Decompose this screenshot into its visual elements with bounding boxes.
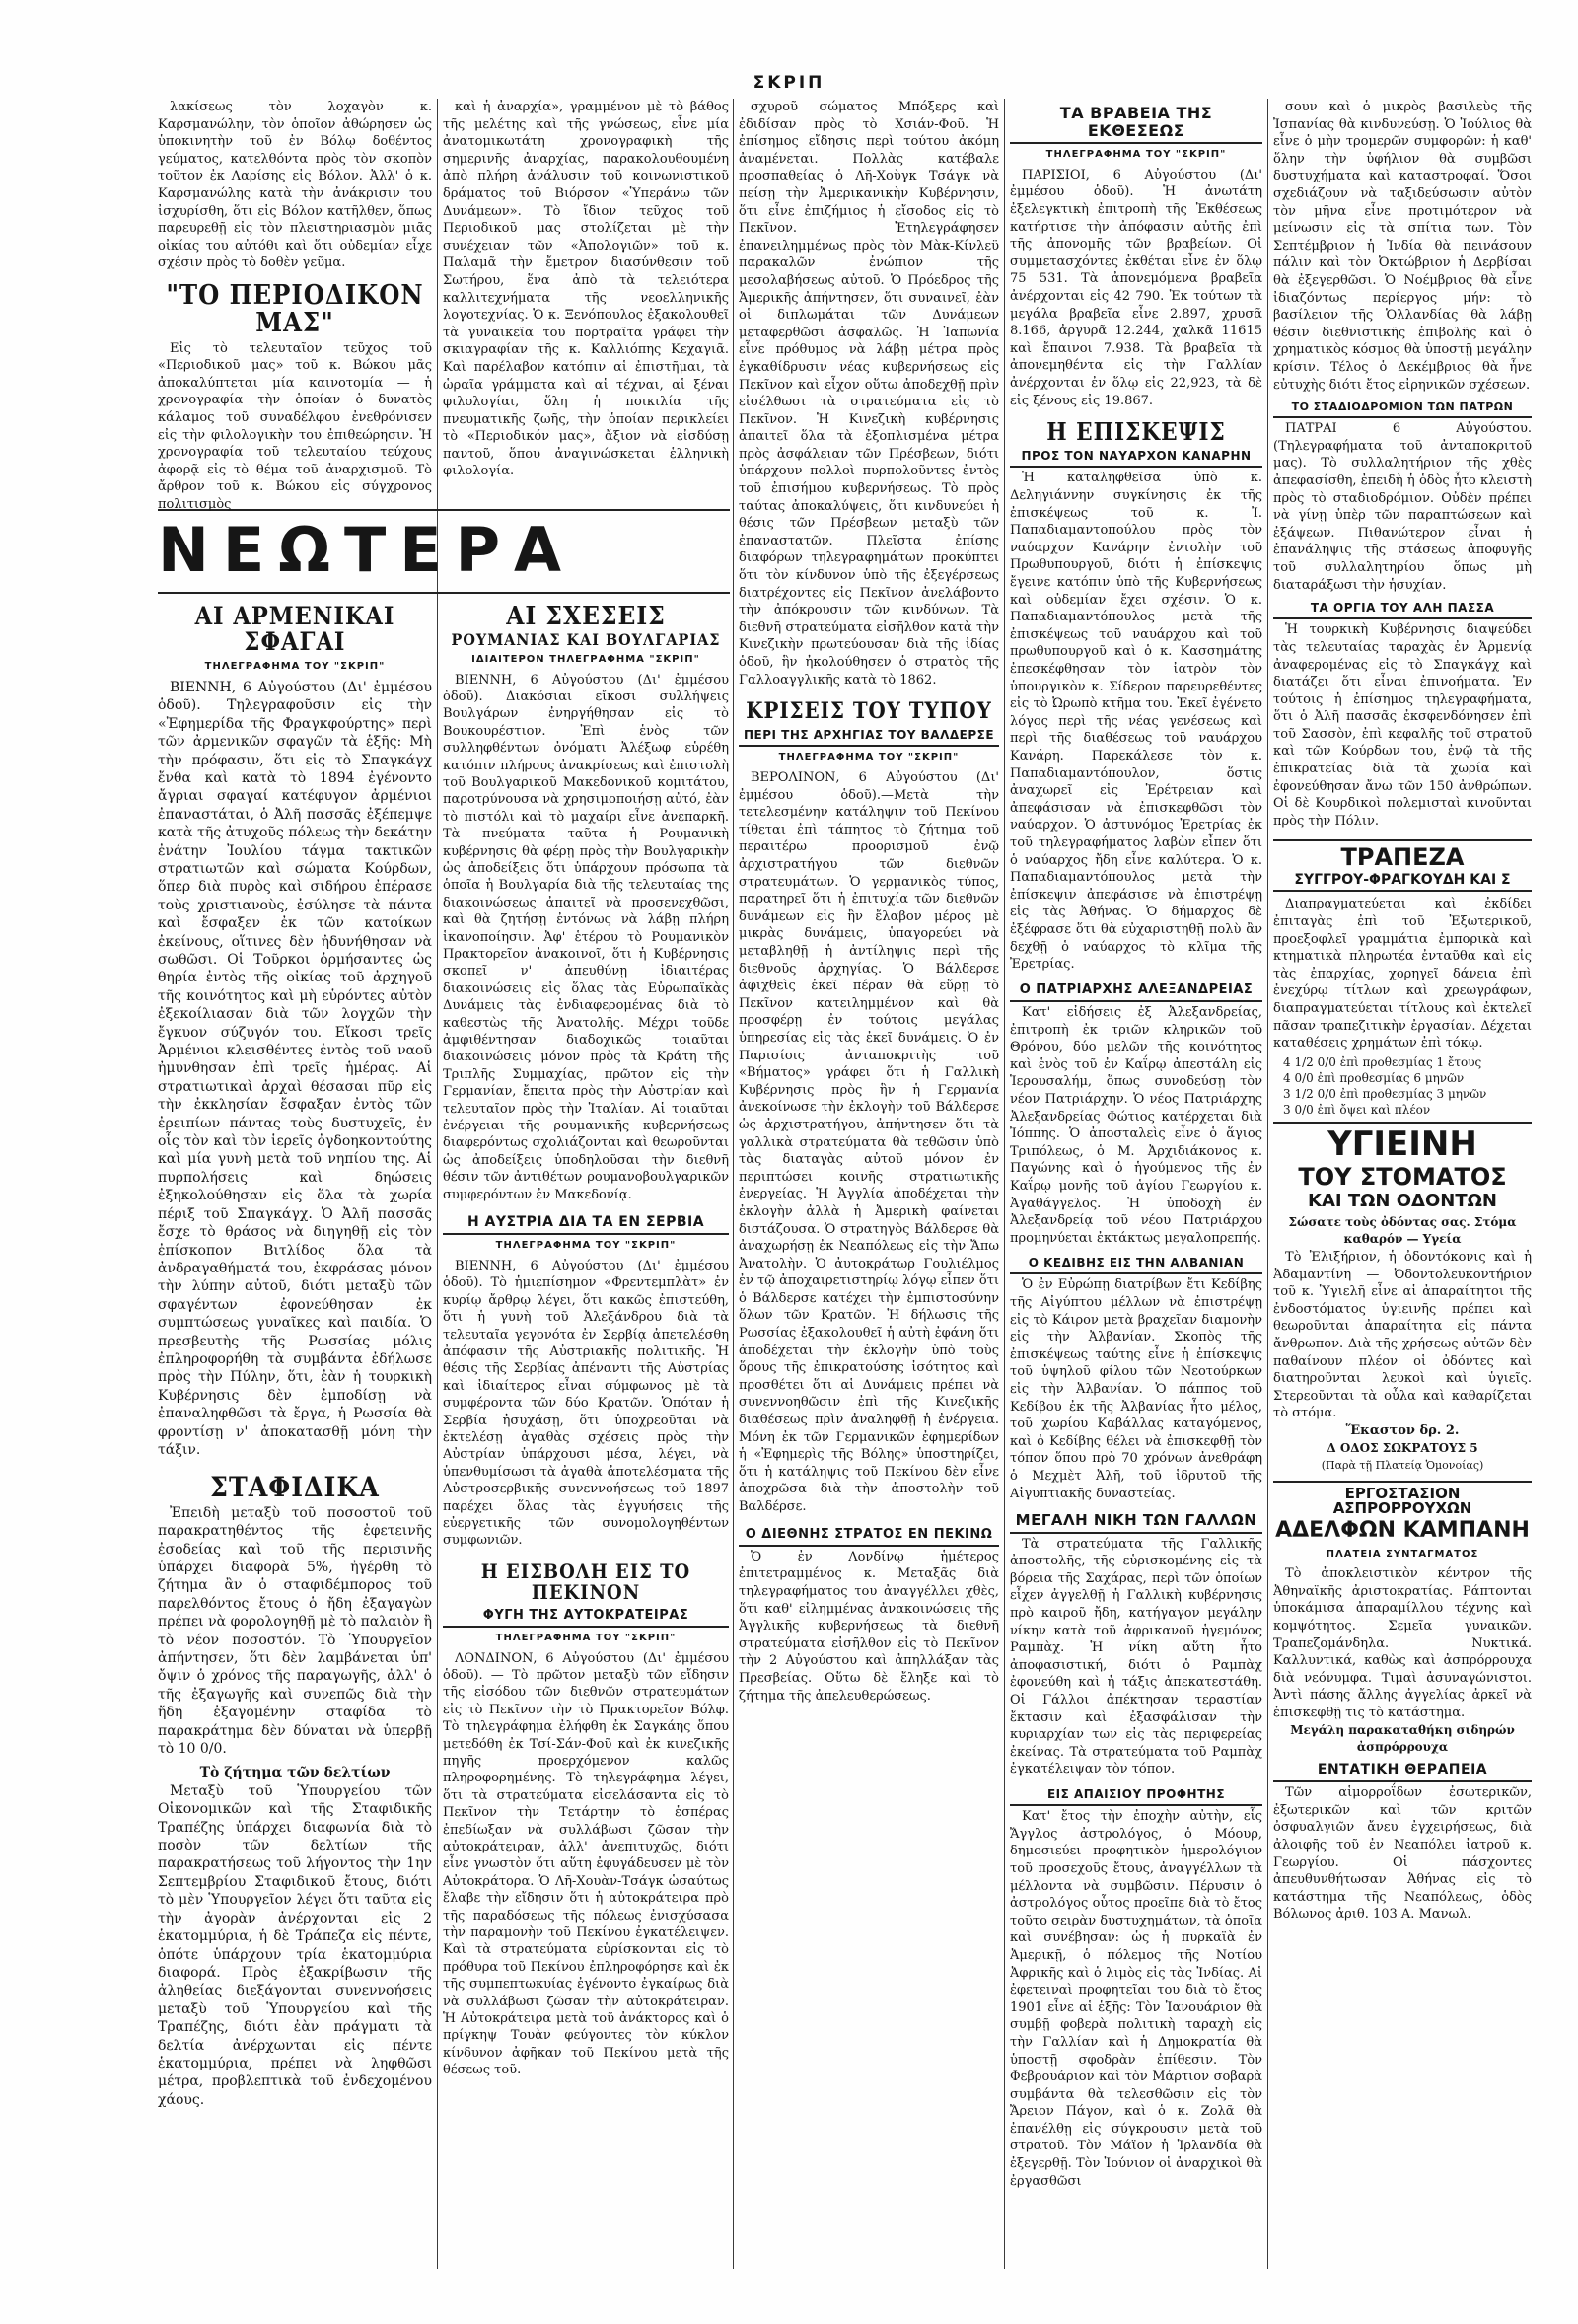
article-title: ΡΟΥΜΑΝΙΑΣ ΚΑΙ ΒΟΥΛΓΑΡΙΑΣ — [451, 630, 721, 650]
interest-table — [1283, 1054, 1532, 1118]
article-title: ΚΡΙΣΕΙΣ ΤΟΥ ΤΥΠΟΥ — [746, 698, 992, 725]
column-3 — [739, 99, 999, 2274]
column-rule — [437, 99, 438, 2269]
article-text: Μεταξὺ τοῦ Ὑπουργείου τῶν Οἰκονομικῶν καὶ τῆς Σταφιδικῆς Τραπέζης ὑπάρχει διαφωνία διὰ τὸ ποσὸν τῶν δελτίων τῆς παρακρατήσεως τοῦ λήγοντος τὴν 1ην Σεπτεμβρίου Σταφιδικοῦ ἔτους, διότι τὸ μὲν Ὑπουργεῖον λέγει ὅτι ταῦτα εἰς τὴν ἀγορὰν ἀνέρχονται εἰς 2 ἑκατομμύρια, ἡ δὲ Τράπεζα εἰς πέντε, ὁπότε ὑπάρχουν τρία ἑκατομμύρια διαφορά. Πρὸς ἐξακρίβωσιν τῆς ἀληθείας διεξάγονται συνεννοήσεις μεταξὺ τοῦ Ὑπουργείου καὶ τῆς Τραπέζης, διότι ἐὰν πράγματι τὰ δελτία ἀνέρχωνται εἰς πέντε ἑκατομμύρια, πρέπει νὰ ληφθῶσι μέτρα, προβλεπτικὰ τοῦ ἐνδεχομένου χάους. — [158, 1782, 432, 2108]
masthead: ΣΚΡΙΠ — [753, 73, 825, 93]
article-title: ΦΥΓΗ ΤΗΣ ΑΥΤΟΚΡΑΤΕΙΡΑΣ — [443, 1609, 729, 1628]
article-text: σουν καὶ ὁ μικρὸς βασιλεὺς τῆς Ἰσπανίας θὰ κινδυνεύσῃ. Ὁ Ἰούλιος θὰ εἶνε ὁ μὴν τρομερῶν συμφορῶν: ἡ καθ' ὅλην τὴν ὑφήλιον θὰ συμβῶσι δυστυχήματα καὶ καταστροφαί. Ὅσοι σχεδιάζουν νὰ ταξιδεύσωσιν αὐτὸν τὸν μῆνα εἶνε προτιμότερον νὰ μείνωσιν εἰς τὰ σπίτια των. Τὸν Σεπτέμβριον ἡ Ἰνδία θὰ πεινάσουν πάλιν καὶ τὸν Ὀκτώβριον ἡ Δερβίσαι θὰ ἐξεγερθῶσι. Ὁ Νοέμβριος θὰ εἶνε ἰδιαζόντως περίεργος μήν: τὸ βασίλειον τῆς Ὁλλανδίας θὰ λάβῃ θέσιν διεθνιστικῆς ἐπιβολῆς καὶ ὁ χρηματικὸς κόσμος θὰ ὑποστῇ μεγάλην κρίσιν. Τέλος ὁ Δεκέμβριος θὰ ἦνε εὐτυχὴς διότι ἔτος εἰρηνικῶν σχέσεων. — [1273, 100, 1532, 393]
article-title: Ο ΚΕΔΙΒΗΣ ΕΙΣ ΤΗΝ ΑΛΒΑΝΙΑΝ — [1010, 1257, 1262, 1274]
article-subtitle: ΤΗΛΕΓΡΑΦΗΜΑ ΤΟΥ "ΣΚΡΙΠ" — [204, 660, 386, 672]
column-1 — [158, 598, 432, 2275]
article-title: ΕΙΣ ΑΠΑΙΣΙΟΥ ΠΡΟΦΗΤΗΣ — [1010, 1788, 1262, 1806]
article-title: ΤΟ ΣΤΑΔΙΟΔΡΟΜΙΟΝ ΤΩΝ ΠΑΤΡΩΝ — [1273, 401, 1532, 418]
article-text: ΒΕΡΟΛΙΝΟΝ, 6 Αὐγούστου (Δι' ἐμμέσου ὁδοῦ).—Μετὰ τὴν τετελεσμένην κατάληψιν τοῦ Πεκίνου τίθεται ἐπὶ τάπητος τὸ ζήτημα τοῦ περαιτέρω προορισμοῦ ἐνῷ ἀρχιστρατήγου τῶν διεθνῶν στρατευμάτων. Ὁ γερμανικὸς τύπος, παρατηρεῖ ὅτι ἡ ἐπιτυχία τῶν διεθνῶν δυνάμεων εἰς ἣν ἔλαβον μέρος μὲ μικρὰς δυνάμεις, ὑπαγορεύει νὰ μεταβληθῇ ἡ ἀντίληψις περὶ τῆς διεθνοῦς ἀρχηγίας. Ὁ Βάλδερσε ἀφιχθεὶς ἐκεῖ πέραν θὰ εὕρῃ τὸ Πεκῖνον κατειλημμένον καὶ θὰ προσφέρῃ ἐν τούτοις μεγάλας ὑπηρεσίας εἰς τὰς ἐκεῖ δυνάμεις. Ὁ ἐν Παρισίοις ἀνταποκριτὴς τοῦ «Βήματος» γράφει ὅτι ἡ Γαλλικὴ Κυβέρνησις πρὸς ἣν ἡ Γερμανία ἀνεκοίνωσε τὴν ἐκλογὴν τοῦ Βάλδερσε ὡς ἀρχιστρατήγου, ἀπήντησεν ὅτι τὰ γαλλικὰ στρατεύματα θὰ τεθῶσιν ὑπὸ τὰς διαταγὰς αὐτοῦ μόνον ἐν περιπτώσει κοινῆς στρατιωτικῆς ἐνεργείας. Ἡ Ἀγγλία ἀποδέχεται τὴν ἐκλογὴν ἀλλὰ ἡ Ἀμερικὴ φαίνεται διστάζουσα. Ὁ στρατηγὸς Βάλδερσε θὰ ἀναχωρήσῃ ἐκ Νεαπόλεως εἰς τὴν Ἄπω Ἀνατολὴν. Ὁ ἀυτοκράτωρ Γουλιέλμος ἐν τῷ ἀποχαιρετιστηρίῳ λόγῳ εἶπεν ὅτι ὁ Βάλδερσε κατέχει τὴν ἐμπιστοσύνην ὅλων τῶν Κρατῶν. Ἡ δήλωσις τῆς Ρωσσίας ἐξακολουθεῖ ἡ αὐτὴ ἐφάνη ὅτι ἀποδέχεται τὴν ἐκλογὴν ὑπὸ τοὺς ὅρους τῆς ἐπικρατούσης ἰσότητος καὶ προσθέτει ὅτι αἱ Δυνάμεις πρέπει νὰ συνεννοηθῶσιν ἐπὶ τῆς Κινεζικῆς διαθέσεως πρὶν ἀναληφθῇ ἡ ἐνέργεια. Μόνη ἐκ τῶν Γερμανικῶν ἐφημερίδων ἡ «Ἐφημερὶς τῆς Βόλης» ὑποστηρίζει, ὅτι ἡ κατάληψις τοῦ Πεκίνου δὲν εἶνε ἀποχρῶσα διὰ τὴν ἀποστολὴν τοῦ Βαλδέρσε. — [739, 770, 999, 1514]
column-5 — [1273, 99, 1532, 2274]
column-rule — [733, 99, 734, 2269]
ad-text: Τὸ ἀποκλειστικὸν κέντρον τῆς Ἀθηναϊκῆς ἀριστοκρατίας. Ράπτονται ὑποκάμισα ἀπαραμίλλου τέχνης καὶ κομψότητος. Σεμεῖα γυναικῶν. Τραπεζομάνδηλα. Νυκτικά. Καλλυντικά, καθὼς καὶ ἀσπρόρρουχα διὰ νεόνυμφα. Τιμαὶ ἀσυναγώνιστοι. Ἀντὶ πάσης ἄλλης ἀγγελίας ἀρκεῖ νὰ ἐπισκεφθῇ τις τὸ κατάστημα. — [1273, 1566, 1532, 1721]
article-text: Ὁ ἐν Λονδίνῳ ἡμέτερος ἐπιτετραμμένος κ. Μεταξᾶς διὰ τηλεγραφήματος του ἀναγγέλλει χθὲς, ὅτι καθ' εἰλημμένας ἀνακοινώσεις τῆς Ἀγγλικῆς κυβερνήσεως τὰ διεθνῆ στρατεύματα εἰσῆλθον εἰς τὸ Πεκῖνον τὴν 2 Αὐγούστου καὶ ἀπηλλάξαν τὰς Πρεσβείας. Οὕτω δὲ ἔληξε καὶ τὸ ζήτημα τῆς ἀπελευθερώσεως. — [739, 1549, 999, 1704]
article-text: Ἐπειδὴ μεταξὺ τοῦ ποσοστοῦ τοῦ παρακρατηθέντος τῆς ἐφετεινῆς ἐσοδείας καὶ τοῦ τῆς περισινῆς ὑπάρχει διαφορὰ 5%, ἠγέρθη τὸ ζήτημα ἂν ὁ σταφιδέμπορος τοῦ παρελθόντος ἔτους ὁ ἤδη ἐξαγαγὼν πρέπει νὰ φορολογηθῇ μὲ τὸ παλαιὸν ἢ τὸ νέον ποσοστόν. Τὸ Ὑπουργεῖον ἀπήντησεν, ὅτι δὲν λαμβάνεται ὑπ' ὄψιν ὁ χρόνος τῆς παραγωγῆς, ἀλλ' ὁ τῆς ἐξαγωγῆς καὶ συνεπῶς διὰ τὴν ἤδη ἐξαγομένην σταφίδα τὸ παρακράτημα δὲν δύναται νὰ ὑπερβῇ τὸ 10 0/0. — [158, 1504, 432, 1758]
article-title: ΑΙ ΣΧΕΣΕΙΣ — [506, 602, 666, 631]
banner-rule — [158, 592, 730, 594]
article-title: Η ΕΙΣΒΟΛΗ ΕΙΣ ΤΟ ΠΕΚΙΝΟΝ — [480, 1559, 691, 1604]
article-text: ΠΑΤΡΑΙ 6 Αὐγούστου. (Τηλεγραφήματα τοῦ ἀνταποκριτοῦ μας). Τὸ συλλαλητήριον τῆς χθὲς ἀπεφασίσθη, ἐπειδὴ ἡ ὁδὸς ἦτο κλειστὴ πρὸς τὸ σταδιοδρόμιον. Οὐδὲν πρέπει νὰ γίνῃ ὑπὲρ τῶν παραπτώσεων καὶ ἐξάψεων. Πιθανώτερον εἶναι ἡ ἐπανάληψις τῆς στάσεως ἀποφυγῆς τοῦ συλλαλητηρίου ὅπως μὴ διαταράξωσι τὴν ἡσυχίαν. — [1273, 421, 1532, 593]
article-title: "ΤΟ ΠΕΡΙΟΔΙΚΟΝ ΜΑΣ" — [166, 279, 424, 339]
article-text: ΒΙΕΝΝΗ, 6 Αὐγούστου (Δι' ἐμμέσου ὁδοῦ). Διακόσιαι εἴκοσι συλλήψεις Βουλγάρων ἐνηργήθησαν εἰς τὸ Βουκουρέστιον. Ἐπὶ ἑνὸς τῶν συλληφθέντων ὀνόματι Ἀλέξωφ εὑρέθη κατόπιν πλήρους ἀνακρίσεως καὶ ἐπιστολὴ τοῦ Βουλγαρικοῦ Μακεδονικοῦ κομιτάτου, παροτρύνουσα νὰ χρησιμοποιήσῃ αὐτό, ἐὰν τὸ πιστόλι καὶ τὸ μαχαίρι εἶνε ἀνεπαρκῆ. Τὰ πνεύματα ταῦτα ἡ Ρουμανικὴ κυβέρνησις θὰ φέρῃ πρὸς τὴν Βουλγαρικὴν ὡς ἀποδείξεις ὅτι ὑπάρχουν πρόσωπα τὰ ὁποῖα ἡ Βουλγαρία διὰ τῆς τελευταίας της διακοινώσεως ἀπαιτεῖ νὰ προσενεχθῶσι, καὶ θὰ ζητήσῃ ἐντόνως νὰ λάβῃ πλήρη ἱκανοποίησιν. Ἀφ' ἑτέρου τὸ Ρουμανικὸν Πρακτορεῖον ἀνακοινοῖ, ὅτι ἡ Κυβέρνησις σκοπεῖ ν' ἀπευθύνῃ ἰδιαιτέρας διακοινώσεις εἰς ὅλας τὰς Εὐρωπαϊκὰς Δυνάμεις τὰς ἐνδιαφερομένας διὰ τὸ καθεστὼς τῆς Ἀνατολῆς. Μέχρι τοῦδε ἀμφιθέντησαν διαδοχικῶς τοιαῦται διακοινώσεις μόνον πρὸς τὰ Κράτη τῆς Τριπλῆς Συμμαχίας, πρῶτον εἰς τὴν Γερμανίαν, ἔπειτα πρὸς τὴν Αὐστρίαν καὶ τελευταῖον πρὸς τὴν Ἰταλίαν. Αἱ τοιαῦται ἐνέργειαι τῆς ρουμανικῆς κυβερνήσεως διαφερόντως σχολιάζονται καὶ θεωροῦνται ὡς ἀποδείξεις ὑποδηλοῦσαι τὴν διεθνῆ θέσιν τῶν ἀντιθέτων ρουμανοβουλγαρικῶν συμφερόντων ἐν Μακεδονίᾳ. — [443, 672, 729, 1202]
article-subtitle: ΤΗΛΕΓΡΑΦΗΜΑ ΤΟΥ "ΣΚΡΙΠ" — [495, 1240, 677, 1252]
interest-row: 3 0/0 ἐπὶ ὄψει καὶ πλέον — [1283, 1102, 1431, 1117]
ad-price: Ἕκαστον δρ. 2. — [1345, 1422, 1460, 1438]
interest-row: 4 1/2 0/0 ἐπὶ προθεσμίας 1 ἔτους — [1283, 1054, 1482, 1069]
article-title: Ο ΠΑΤΡΙΑΡΧΗΣ ΑΛΕΞΑΝΔΡΕΙΑΣ — [1010, 983, 1262, 1002]
banner-neotera: ΝΕΩΤΕΡΑ — [158, 514, 576, 586]
ad-title: ΤΟΥ ΣΤΟΜΑΤΟΣ — [1298, 1162, 1507, 1191]
ad-title: ΣΥΓΓΡΟΥ-ΦΡΑΓΚΟΥΔΗ ΚΑΙ Σ — [1273, 873, 1532, 892]
ad-title: ΕΝΤΑΤΙΚΗ ΘΕΡΑΠΕΙΑ — [1273, 1763, 1532, 1782]
ad-subtitle: ΠΛΑΤΕΙΑ ΣΥΝΤΑΓΜΑΤΟΣ — [1326, 1548, 1479, 1560]
article-title: ΠΡΟΣ ΤΟΝ ΝΑΥΑΡΧΟΝ ΚΑΝΑΡΗΝ — [1010, 450, 1262, 468]
ad-title: ΑΔΕΛΦΩΝ ΚΑΜΠΑΝΗ — [1275, 1517, 1530, 1543]
article-text: Ὁ ἐν Εὐρώπῃ διατρίβων ἔτι Κεδίβης τῆς Αἰγύπτου μέλλων νὰ ἐπιστρέψῃ εἰς τὸ Κάιρον μετὰ βραχεῖαν διαμονὴν εἰς τὴν Ἀλβανίαν. Σκοπὸς τῆς ἐπισκέψεως ταύτης εἶνε ἡ ἐπίσκεψις τοῦ ὑψηλοῦ φίλου τῶν Νεοτούρκων εἰς τὴν Ἀλβανίαν. Ὁ πάππος τοῦ Κεδίβου ἐκ τῆς Ἀλβανίας ἦτο μέλος, τοῦ χωρίου Καβάλλας καταγόμενος, καὶ ὁ Κεδίβης θέλει νὰ ἐπισκεφθῇ τὸν τόπον ὅπου πρὸ 70 χρόνων ἀνεθράφη ὁ Μεχμὲτ Ἀλῆ, τοῦ ἱδρυτοῦ τῆς Αἰγυπτιακῆς δυναστείας. — [1010, 1277, 1262, 1501]
column-2-top — [443, 99, 729, 508]
ad-text: Τὸ Ἐλιξήριον, ἡ ὀδοντόκονις καὶ ἡ Ἀδαμαντίνη — Ὀδοντολευκοντήριον τοῦ κ. Ὑγιελῆ εἶνε αἱ ἀπαραίτητοι τῆς ἐνδοστόματος ὑγιεινῆς πρέπει καὶ θεωροῦνται ἀπαραίτητα εἰς πάντα ἄνθρωπον. Διὰ τῆς χρήσεως αὐτῶν δὲν παθαίνουν πλέον οἱ ὀδόντες καὶ διατηροῦνται λευκοὶ καὶ ὑγιεῖς. Στερεοῦνται τὰ οὖλα καὶ καθαρίζεται τὸ στόμα. — [1273, 1249, 1532, 1421]
article-text: ΛΟΝΔΙΝΟΝ, 6 Αὐγούστου (Δι' ἐμμέσου ὁδοῦ). — Τὸ πρῶτον μεταξὺ τῶν εἴδησιν τῆς εἰσόδου τῶν διεθνῶν στρατευμάτων εἰς τὸ Πεκῖνον τὴν τὸ Πρακτορεῖον Βόλφ. Τὸ τηλεγράφημα ἐλήφθη ἐκ Σαγκάης ὅπου μετεδόθη ἐκ Τσί-Σάν-Φοῦ καὶ ἐκ κινεζικῆς πηγῆς προερχόμενον καλῶς πληροφορημένης. Τὸ τηλεγράφημα λέγει, ὅτι τὰ στρατεύματα εἰσελάσαντα εἰς τὸ Πεκῖνον τὴν Τετάρτην τὸ ἑσπέρας ἐπεδίωξαν νὰ συλλάβωσι ζῶσαν τὴν αὐτοκράτειραν, ἀλλ' ἀνεπιτυχῶς, διότι εἶνε γνωστὸν ὅτι αὕτη ἐφυγάδευσεν μὲ τὸν Αὐτοκράτορα. Ὁ Λῆ-Χουὰν-Τσάγκ ὡσαύτως ἔλαβε τὴν εἴδησιν ὅτι ἡ αὐτοκράτειρα πρὸ τῆς παραδόσεως τῆς πόλεως ἐνισχύσασα τὴν παραμονὴν τοῦ Πεκίνου ἐγκατέλειψεν. Καὶ τὰ στρατεύματα εὑρίσκονται εἰς τὸ πρόθυρα τοῦ Πεκίνου ἐπληροφόρησε καὶ ἐκ τῆς συμπεπτωκυίας ἐγένοντο ἐγκαίρως διὰ νὰ συλλάβωσι ζῶσαν τὴν αὐτοκράτειραν. Ἡ Αὐτοκράτειρα μετὰ τοῦ ἀνάκτορος καὶ ὁ πρίγκηψ Τουὰν φεύγοντες τὸν κύκλον κίνδυνον ἀφῆκαν τοῦ Πεκίνου μετὰ τῆς θέσεως τοῦ. — [443, 1650, 729, 2078]
article-text: Εἰς τὸ τελευταῖον τεῦχος τοῦ «Περιοδικοῦ μας» τοῦ κ. Βώκου μᾶς ἀποκαλύπτεται μία καινοτομία — ἡ χρονογραφία τὴν ὁποίαν ὁ δυνατὸς κάλαμος τοῦ συναδέλφου ἐνεθρόνισεν εἰς τὴν φιλολογικὴν του ἐπιθεώρησιν. Ἡ χρονογραφία τοῦ τελευταίου τεύχους ἀφορᾷ εἰς τὸ θέμα τοῦ ἀναρχισμοῦ. Τὸ ἄρθρον τοῦ κ. Βώκου εἰς σύγχρονος πολιτισμὸς — [158, 340, 432, 512]
ad-title: ΤΡΑΠΕΖΑ — [1273, 839, 1532, 869]
column-1-top — [158, 99, 432, 513]
article-title: ΤΑ ΒΡΑΒΕΙΑ ΤΗΣ ΕΚΘΕΣΕΩΣ — [1010, 105, 1262, 144]
column-2 — [443, 598, 729, 2275]
article-title: ΣΤΑΦΙΔΙΚΑ — [210, 1471, 380, 1504]
article-text: Ἡ καταληφθεῖσα ὑπὸ κ. Δεληγιάννην συγκίνησις ἐκ τῆς ἐπισκέψεως τοῦ κ. Ἰ. Παπαδιαμαντοπούλου πρὸς τὸν ναύαρχον Κανάρην ἐντολὴν τοῦ Πρωθυπουργοῦ, διότι ἡ ἐπίσκεψις ἔγεινε κατόπιν ὑπὸ τῆς Κυβερνήσεως καὶ οὐδεμίαν ἔχει σχέσιν. Ὁ κ. Παπαδιαμαντόπουλος μετὰ τῆς ἐπισκέψεως τοῦ ναυάρχου καὶ τοῦ πρωθυπουργοῦ καὶ ὁ κ. Κασσημάτης ἐπεσκέφθησαν τὸν ἰατρὸν τὸν ὑπουργικὸν κ. Σίδερον παρευρεθέντες εἰς τὸ Ὠρωπὸ κτῆμα του. Ἐκεῖ ἐγένετο λόγος περὶ τῆς νέας γενέσεως καὶ περὶ τῆς διαθέσεως τοῦ ναυάρχου Κανάρη. Παρεκάλεσε τὸν κ. Παπαδιαμαντόπουλον, ὅστις ἀναχωρεῖ εἰς Ἐρέτρειαν καὶ ἀπεφάσισαν νὰ ἐπισκεφθῶσι τὸν ναύαρχον. Ὁ ἀστυνόμος Ἐρετρίας ἐκ τοῦ τηλεγραφήματος λαβὼν εἶπεν ὅτι ὁ ναύαρχος ἤδη εἶνε καλύτερα. Ὁ κ. Παπαδιαμαντόπουλος μετὰ τὴν ἐπίσκεψιν ἀπεφάσισε νὰ ἐπιστρέψῃ εἰς τὰς Ἀθήνας. Ὁ δήμαρχος δὲ ἐξέφρασε ὅτι θὰ εὐχαριστηθῇ πολὺ ἂν δεχθῇ ὁ ναύαρχος τὸ κλῖμα τῆς Ἐρετρίας. — [1010, 471, 1262, 973]
article-text: ΒΙΕΝΝΗ, 6 Αὐγούστου (Δι' ἐμμέσου ὁδοῦ). Τὸ ἡμιεπίσημον «Φρεντεμπλὰτ» ἐν κυρίῳ ἄρθρῳ λέγει, ὅτι κακῶς ἐπιστεύθη, ὅτι ἡ γυνὴ τοῦ Ἀλεξάνδρου διὰ τὰ τελευταῖα γεγονότα ἐν Σερβίᾳ ἀπετελέσθη ἀπόφασιν τῆς Αὐστριακῆς πολιτικῆς. Ἡ θέσις τῆς Σερβίας ἀπέναντι τῆς Αὐστρίας καὶ ἰδιαίτερος εἶναι σύμφωνος μὲ τὰ συμφέροντα τῶν δύο Κρατῶν. Ὁπόταν ἡ Σερβία ἠσυχάσῃ, ὅτι ὑποχρεοῦται νὰ ἐκτελέσῃ ἀγαθὰς σχέσεις πρὸς τὴν Αὐστρίαν ὑπάρχουσι μέσα, λέγει, νὰ ὑπενθυμίσωσι τὰ ἀγαθὰ ἀποτελέσματα τῆς Αὐστροσερβικῆς συνεννοήσεως τοῦ 1897 παρέχει ὅλας τὰς ἐγγυήσεις τῆς εὐεργετικῆς τῶν συνομολογηθέντων συμφωνιῶν. — [443, 1258, 729, 1549]
article-title: ΜΕΓΑΛΗ ΝΙΚΗ ΤΩΝ ΓΑΛΛΩΝ — [1010, 1512, 1262, 1534]
article-text: ΠΑΡΙΣΙΟΙ, 6 Αὐγούστου (Δι' ἐμμέσου ὁδοῦ). Ἡ ἀνωτάτη ἐξελεγκτικὴ ἐπιτροπὴ τῆς Ἐκθέσεως κατήρτισε τὴν ἀπόφασιν αὐτῆς ἐπὶ τῆς ἀπονομῆς τῶν βραβείων. Οἱ συμμετασχόντες ἐκθέται εἶνε ἐν ὅλῳ 75 531. Τὰ ἀπονεμόμενα βραβεῖα ἀνέρχονται εἰς 42 790. Ἐκ τούτων τὰ μεγάλα βραβεῖα εἶνε 2.897, χρυσᾶ 8.166, ἀργυρᾶ 12.244, χαλκᾶ 11615 καὶ ἔπαινοι 7.938. Τὰ βραβεῖα τὰ ἀπονεμηθέντα εἰς τὴν Γαλλίαν ἀνέρχονται ἐν ὅλῳ εἰς 22,923, τὰ δὲ εἰς ξένους εἰς 19.867. — [1010, 167, 1262, 408]
article-title: ΠΕΡΙ ΤΗΣ ΑΡΧΗΓΙΑΣ ΤΟΥ ΒΑΛΔΕΡΣΕ — [739, 729, 999, 747]
article-title: Η ΑΥΣΤΡΙΑ ΔΙΑ ΤΑ ΕΝ ΣΕΡΒΙΑ — [443, 1215, 729, 1235]
ad-address: Δ ΟΔΟΣ ΣΩΚΡΑΤΟΥΣ 5 — [1327, 1440, 1478, 1455]
article-text: ΒΙΕΝΝΗ, 6 Αὐγούστου (Δι' ἐμμέσου ὁδοῦ). Τηλεγραφοῦσιν εἰς τὴν «Ἐφημερίδα τῆς Φραγκφούρτης» περὶ τῶν ἀρμενικῶν σφαγῶν τὰ ἑξῆς: Μὴ τὴν πρόφασιν, ὅτι εἰς τὸ Σπαγκάγχ ἔνθα καὶ κατὰ τὸ 1894 ἐγένοντο ἄγριαι σφαγαί κατέφυγον ἀρμένιοι ἐπαναστάται, ὁ Ἀλῆ πασσᾶς ἐξέπεμψε κατὰ τῆς ἀτυχοῦς πόλεως τὴν δεκάτην ἐνάτην Ἰουλίου τάγμα τακτικῶν στρατιωτῶν καὶ σώματα Κούρδων, ὅπερ διὰ πυρὸς καὶ σιδήρου ἐπέρασε τοὺς χριστιανοὺς, ἐσύλησε τὰ πάντα καὶ ἔσφαξεν ἐκ τῶν κατοίκων ἐκείνους, οἵτινες δὲν ἠδυνήθησαν νὰ σωθῶσι. Οἱ Τοῦρκοι ὁρμήσαντες ὡς θηρία ἐντὸς τῆς οἰκίας τοῦ ἀρχηγοῦ τῆς κοινότητος καὶ μὴ εὑρόντες αὐτὸν ἐξεκοίλιασαν διὰ τῶν λογχῶν τὴν ἔγκυον σύζυγόν του. Εἴκοσι τρεῖς Ἀρμένιοι κλεισθέντες ἐντὸς τοῦ ναοῦ ἠμυνθησαν ἐπὶ τρεῖς ἡμέρας. Αἱ στρατιωτικαὶ ἀρχαὶ θέσασαι πῦρ εἰς τὴν ἐκκλησίαν ἔσφαξαν ἐντὸς τῶν ἐρειπίων πάντας τοὺς δυστυχεῖς, ἐν οἷς τὸν καὶ τὸν ἱερεῖς ὀγδοηκοντούτης καὶ μία γυνὴ μετὰ τοῦ νηπίου της. Αἱ πυρπολήσεις καὶ δηώσεις ἐξηκολούθησαν εἰς ὅλα τὰ χωρία πέριξ τοῦ Σπαγκάγχ. Ὁ Ἀλῆ πασσᾶς ἔσχε τὸ θράσος νὰ διηγηθῇ εἰς τὸν ἐπίσκοπον Βιτλίδος ὅλα τὰ ἀνδραγαθήματά του, ἐκφράσας μόνον τὴν λύπην αὐτοῦ, διότι μεταξὺ τῶν σφαγέντων ἐφονεύθησαν ἐκ συμπτώσεως γυναῖκες καὶ παιδία. Ὁ πρεσβευτὴς τῆς Ρωσσίας μόλις ἐπληροφορήθη τὰ συμβάντα ἐδήλωσε πρὸς τὴν Πύλην, ὅτι, ἐὰν ἡ τουρκικὴ Κυβέρνησις δὲν ἐμποδίσῃ νὰ ἐπαναληφθῶσι τὰ ἔργα, ἡ Ρωσσία θὰ φροντίσῃ ν' ἀποκατασθῇ μόνη τὴν τάξιν. — [158, 679, 432, 1458]
ad-lead: Σώσατε τοὺς ὀδόντας σας. Στόμα καθαρόν — Υγεία — [1288, 1214, 1517, 1247]
article-title: ΤΑ ΟΡΓΙΑ ΤΟΥ ΑΛΗ ΠΑΣΣΑ — [1273, 602, 1532, 619]
article-text: Ἡ τουρκικὴ Κυβέρνησις διαψεύδει τὰς τελευταίας ταραχὰς ἐν Ἀρμενίᾳ ἀναφερομένας εἰς τὸ Σπαγκάγχ καὶ διατάζει ὅτι εἶναι ἐπινοήματα. Ἐν τούτοις ἡ ἐπίσημος τηλεγραφήματα, ὅτι ὁ Ἀλῆ πασσᾶς ἐκσφενδόνησεν ἐπὶ τοῦ Σασσὸν, ἐπὶ κεφαλῆς τοῦ στρατοῦ καὶ τῶν Κούρδων του, ἐνῷ τὰ τῆς ἐπικρατείας διὰ τὰ χωρία καὶ ἐφονεύθησαν ἄνω τῶν 150 ἀνθρώπων. Οἱ δὲ Κουρδικοὶ πολεμισταὶ κινοῦνται πρὸς τὴν Πόλιν. — [1273, 622, 1532, 829]
article-subtitle: ΤΗΛΕΓΡΑΦΗΜΑ ΤΟΥ "ΣΚΡΙΠ" — [778, 752, 960, 763]
ad-lead: Μεγάλη παρακαταθήκη σιδηρών ἀσπρόρρουχα — [1290, 1722, 1515, 1755]
article-subtitle: ΤΗΛΕΓΡΑΦΗΜΑ ΤΟΥ "ΣΚΡΙΠ" — [1045, 149, 1227, 161]
article-text: Κατ' ἔτος τὴν ἐποχὴν αὐτὴν, εἷς Ἄγγλος ἀστρολόγος, ὁ Μόουρ, δημοσιεύει προφητικὸν ἡμερολόγιον τοῦ προσεχοῦς ἔτους, ἀναγγέλλων τὰ μέλλοντα νὰ συμβῶσιν. Πέρυσιν ὁ ἀστρολόγος οὗτος προεῖπε διὰ τὸ ἔτος τοῦτο σειρὰν δυστυχημάτων, τὰ ὁποῖα καὶ συνέβησαν: ὡς ἡ πυρκαϊὰ ἐν Ἀμερικῇ, ὁ πόλεμος τῆς Νοτίου Ἀφρικῆς καὶ ὁ λιμὸς εἰς τὰς Ἰνδίας. Αἱ ἐφετειναὶ προφητεῖαι του διὰ τὸ ἔτος 1901 εἶνε αἱ ἑξῆς: Τὸν Ἰανουάριον θὰ συμβῇ φοβερὰ πολιτικὴ ταραχὴ εἰς τὴν Γαλλίαν καὶ ἡ Δημοκρατία θὰ ὑποστῇ σφοδρὰν ἐπίθεσιν. Τὸν Φεβρουάριον καὶ τὸν Μάρτιον σοβαρὰ συμβάντα θὰ τελεσθῶσιν εἰς τὸν Ἄρειον Πάγον, καὶ ὁ κ. Ζολᾶ θὰ ἐπανέλθῃ εἰς σύγκρουσιν μετὰ τοῦ στρατοῦ. Τὸν Μάϊον ἡ Ἰρλανδία θὰ ἐξεγερθῇ. Τὸν Ἰούνιον οἱ ἀναρχικοὶ θὰ ἐργασθῶσι — [1010, 1809, 1262, 2189]
article-title: Ο ΔΙΕΘΝΗΣ ΣΤΡΑΤΟΣ ΕΝ ΠΕΚΙΝΩ — [739, 1528, 999, 1547]
article-text: καὶ ἡ ἀναρχία», γραμμένον μὲ τὸ βάθος τῆς μελέτης καὶ τῆς γνώσεως, εἶνε μία ἀνατομικωτάτη χρονογραφικὴ τῆς σημερινῆς ἀναρχίας, παρακολουθουμένη ἀπὸ πλήρη ἀνάλυσιν τοῦ κοινωνιστικοῦ δράματος τοῦ Βιόρσον «Ὑπεράνω τῶν Δυνάμεων». Τὸ ἴδιον τεῦχος τοῦ Περιοδικοῦ μας στολίζεται μὲ τὴν συνέχειαν τῶν «Ἀπολογιῶν» τοῦ κ. Παλαμᾶ τὴν ἔμετρον διασύνθεσιν τοῦ Σωτήρου, ἕνα ἀπὸ τὰ τελειότερα καλλιτεχνήματα τῆς νεοελληνικῆς λογοτεχνίας. Ὁ κ. Ξενόπουλος ἐξακολουθεῖ τὰ γυναικεῖα του πορτραῖτα γράφει τὴν σκιαγραφίαν τῆς κ. Καλλιόπης Κεχαγιᾶ. Καὶ παρέλαβον κατόπιν αἱ ἐπιστῆμαι, τὰ ὡραῖα γράμματα καὶ αἱ τέχναι, αἱ ξέναι φιλολογίαι, ὅλη ἡ ποικιλία τῆς πνευματικῆς ζωῆς, τὴν ὁποίαν περικλείει τὸ «Περιοδικόν μας», ἄξιον νὰ εἰσδύσῃ παντοῦ, ὅπου ἀναγινώσκεται ἑλληνικὴ φιλολογία. — [443, 100, 729, 479]
article-text: Τὰ στρατεύματα τῆς Γαλλικῆς ἀποστολῆς, τῆς εὑρισκομένης εἰς τὰ βόρεια τῆς Σαχάρας, περὶ τῶν ὁποίων εἶχεν ἀγγελθῇ ἡ Γαλλικὴ κυβέρνησις πρὸ καιροῦ ἤδη, κατήγαγον μεγάλην νίκην κατὰ τοῦ ἀφρικανοῦ ἡγεμόνος Ραμπὰχ. Ἡ νίκη αὕτη ἦτο ἀποφασιστική, διότι ὁ Ραμπὰχ ἐφονεύθη καὶ ἡ τάξις ἀπεκατεστάθη. Οἱ Γάλλοι ἀπέκτησαν τεραστίαν ἔκτασιν καὶ ἐξασφάλισαν τὴν κυριαρχίαν των εἰς τὰς περιφερείας ἐκείνας. Τὰ στρατεύματα τοῦ Ραμπὰχ ἐγκατέλειψαν τὸν τόπον. — [1010, 1536, 1262, 1778]
ad-text: Τῶν αἱμορροΐδων ἐσωτερικῶν, ἐξωτερικῶν καὶ τῶν κριτῶν ὀσφυαλγιῶν ἄνευ ἐγχειρήσεως, διὰ ἀλοιφῆς τοῦ ἐν Νεαπόλει ἰατροῦ κ. Γεωργίου. Οἱ πάσχοντες ἀπευθυνθήτωσαν Ἀθήνας εἰς τὸ κατάστημα τῆς Νεαπόλεως, ὁδὸς Βόλωνος ἀριθ. 103 Α. Μανωλ. — [1273, 1785, 1532, 1923]
article-text: Κατ' εἰδήσεις ἐξ Ἀλεξανδρείας, ἐπιτροπὴ ἐκ τριῶν κληρικῶν τοῦ Θρόνου, δύο μελῶν τῆς κοινότητος καὶ ἑνὸς τοῦ ἐν Καΐρῳ ἀπεστάλη εἰς Ἱερουσαλήμ, ὅπως συνοδεύσῃ τὸν νέον Πατριάρχην. Ὁ νέος Πατριάρχης Ἀλεξανδρείας Φώτιος κατέρχεται διὰ Ἰόππης. Ὁ ἀποσταλεὶς εἶνε ὁ ἅγιος Τριπόλεως, ὁ Μ. Ἀρχιδιάκονος κ. Παγώνης καὶ ὁ ἡγούμενος τῆς ἐν Καΐρῳ μονῆς τοῦ ἁγίου Γεωργίου κ. Ἀγαθάγγελος. Ἡ ὑποδοχὴ ἐν Ἀλεξανδρείᾳ τοῦ νέου Πατριάρχου προμηνύεται ἐκτάκτως μεγαλοπρεπής. — [1010, 1004, 1262, 1246]
article-subtitle: ΙΔΙΑΙΤΕΡΟΝ ΤΗΛΕΓΡΑΦΗΜΑ "ΣΚΡΙΠ" — [471, 654, 700, 666]
ad-title: ΕΡΓΟΣΤΑΣΙΟΝ ΑΣΠΡΟΡΡΟΥΧΩΝ — [1273, 1481, 1532, 1516]
article-title: Η ΕΠΙΣΚΕΨΙΣ — [1046, 417, 1226, 447]
article-text: σχυροῦ σώματος Μπόξερς καὶ ἐδιδίσαν πρὸς τὸ Χσιάν-Φοῦ. Ἡ ἐπίσημος εἴδησις περὶ τούτου ἀκόμη ἀναμένεται. Πολλὰς κατέβαλε προσπαθείας ὁ Λῆ-Χοὺγκ Τσάγκ νὰ πείσῃ τὴν Ἀμερικανικὴν Κυβέρνησιν, ὅτι εἶνε ἐπιζήμιος ἡ εἴσοδος εἰς τὸ Πεκῖνον. Ἐτηλεγράφησεν ἐπανειλημμένως πρὸς τὸν Μὰκ-Κίνλεϋ παρακαλῶν ἐνώπιον τῆς μεσολαβήσεως αὐτοῦ. Ὁ Πρόεδρος τῆς Ἀμερικῆς ἀπήντησεν, ὅτι συναινεῖ, ἐὰν οἱ διπλωμάται τῶν Δυνάμεων μεταφερθῶσι ἀσφαλῶς. Ἡ Ἰαπωνία εἶνε πρόθυμος νὰ λάβῃ μέτρα πρὸς ἐγκαθίδρυσιν νέας κυβερνήσεως εἰς Πεκῖνον καὶ εἶχον οὕτω ἀποδεχθῇ πρὶν εἰσέλθωσι τὰ στρατεύματα εἰς τὸ Πεκῖνον. Ἡ Κινεζικὴ κυβέρνησις ἀπαιτεῖ ὅλα τὰ ἐξοπλισμένα μέτρα πρὸς ἀσφάλειαν τῶν Πρέσβεων, διότι ὑπάρχουν πολλοὶ πυρπολοῦντες ἐντὸς τοῦ ἐπισήμου κυβερνήσεως. Τὸ πρὸς ταύτας ἀποκαλύψεις, ὅτι κινδυνεύει ἡ θέσις τῶν Πρέσβεων μεταξὺ τῶν ἐπαναστατῶν. Πλεῖστα ἐπίσης διαφόρων τηλεγραφημάτων προκύπτει ὅτι τὸν κίνδυνον ὑπὸ τῆς ἐξεγέρσεως διατρέχοντες εἰς Πεκῖνον ἀνελάβοντο τὴν ἀπόκρουσιν τῶν κινδύνων. Τὰ διεθνῆ στρατεύματα εἰσῆλθον κατὰ τὴν Κινεζικὴν πρωτεύουσαν διὰ τῆς ἰδίας ὁδοῦ, ἣν ἠκολούθησεν ὁ στρατὸς τῆς Γαλλοαγγλικῆς κατὰ τὸ 1862. — [739, 100, 999, 688]
ad-title: ΚΑΙ ΤΩΝ ΟΔΟΝΤΩΝ — [1308, 1190, 1497, 1211]
column-rule — [1004, 99, 1005, 2269]
article-subtitle: Τὸ ζήτημα τῶν δελτίων — [199, 1765, 391, 1781]
ad-text: Διαπραγματεύεται καὶ ἐκδίδει ἐπιταγὰς ἐπὶ τοῦ Ἐξωτερικοῦ, προεξοφλεῖ γραμμάτια ἐμπορικὰ καὶ κτηματικὰ πληρωτέα ἐνταῦθα καὶ εἰς τὰς ἐπαρχίας, χορηγεῖ δάνεια ἐπὶ ἐνεχύρῳ τίτλων καὶ χρεωγράφων, διαπραγματεύεται τίτλους καὶ ἐκτελεῖ πᾶσαν τραπεζιτικὴν ἐργασίαν. Δέχεται καταθέσεις χρημάτων ἐπὶ τόκῳ. — [1273, 897, 1532, 1052]
article-subtitle: ΤΗΛΕΓΡΑΦΗΜΑ ΤΟΥ "ΣΚΡΙΠ" — [495, 1633, 677, 1644]
interest-row: 4 0/0 ἐπὶ προθεσμίας 6 μηνῶν — [1283, 1070, 1465, 1085]
article-title: ΑΙ ΑΡΜΕΝΙΚΑΙ ΣΦΑΓΑΙ — [194, 602, 395, 657]
interest-row: 3 1/2 0/0 ἐπὶ προθεσμίας 3 μηνῶν — [1283, 1086, 1487, 1101]
column-rule — [1267, 99, 1268, 2269]
article-text: λακίσεως τὸν λοχαγὸν κ. Καρσμανώλην, τὸν ὁποῖον ἀθώρησεν ὡς ὑποκινητὴν τοῦ ἐν Βόλῳ δοθέντος γεύματος, κατελθόντα πρὸς τὸν σκοπὸν τοῦτον ἐκ Λαρίσης εἰς Βόλον. Ἀλλ' ὁ κ. Καρσμανώλης κατὰ τὴν ἀνάκρισιν του ἰσχυρίσθη, ὅτι εἰς Βόλον κατῆλθεν, ὅπως παρευρεθῇ εἰς τὸν πλειστηριασμὸν μιᾶς οἰκίας του αὐτόθι καὶ ὅτι οὐδεμίαν εἶχε σχέσιν πρὸς τὸ δοθὲν γεῦμα. — [158, 100, 432, 271]
ad-address: (Παρὰ τῇ Πλατείᾳ Ὁμονοίας) — [1321, 1459, 1484, 1473]
column-4 — [1010, 99, 1262, 2274]
ad-title: ΥΓΙΕΙΝΗ — [1273, 1122, 1532, 1161]
